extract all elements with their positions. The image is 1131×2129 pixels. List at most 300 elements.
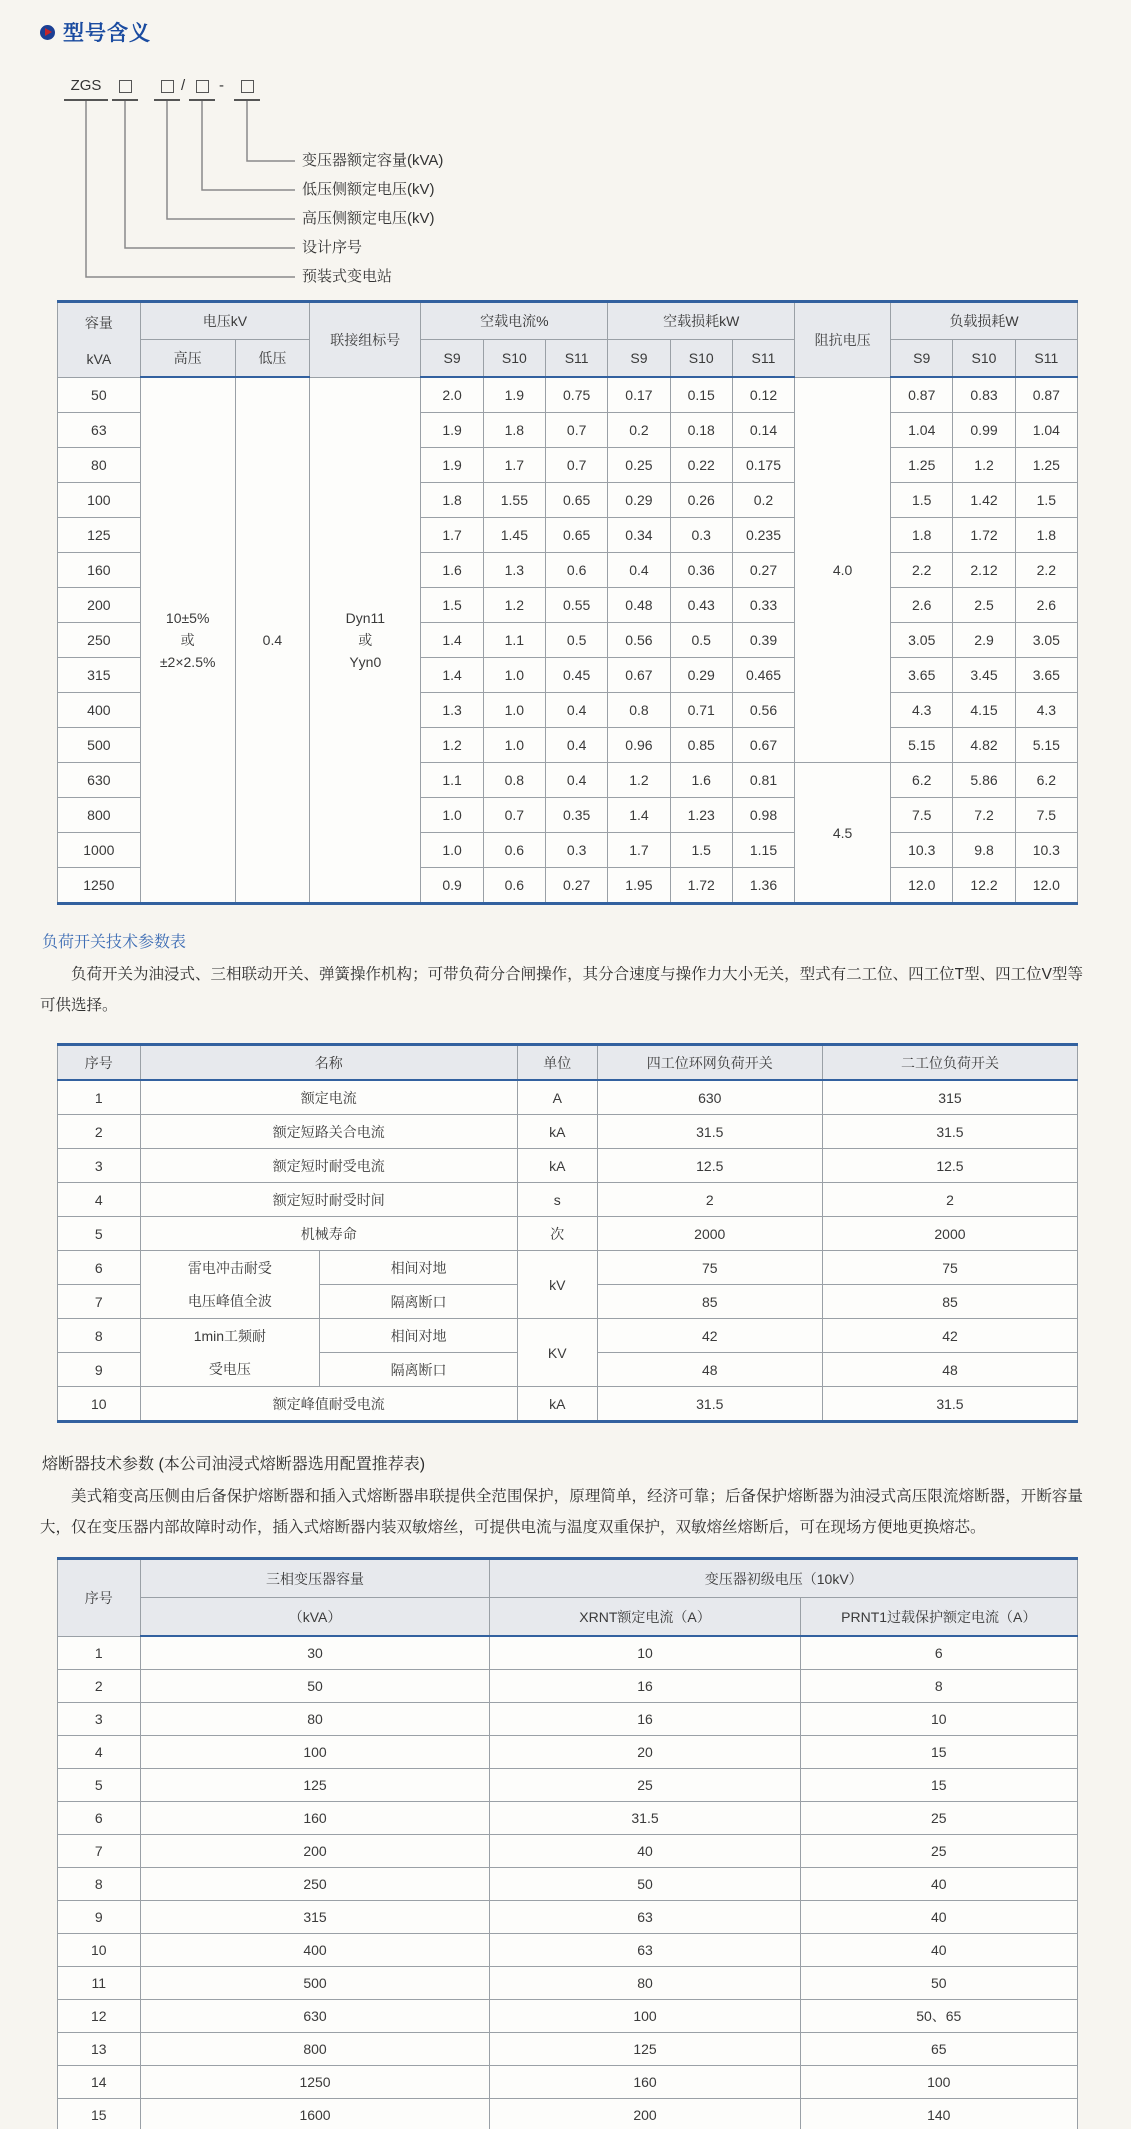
cell: 0.81 — [732, 763, 794, 798]
header-seq: 序号 — [58, 1559, 141, 1637]
cell: 1.3 — [483, 553, 545, 588]
header-s10: S10 — [953, 340, 1015, 378]
cell: 7.5 — [1015, 798, 1077, 833]
section-bullet-icon — [40, 25, 55, 40]
cell: 1.4 — [421, 658, 483, 693]
cell: 0.56 — [608, 623, 670, 658]
cell-kva: 200 — [58, 588, 141, 623]
cell: 0.4 — [546, 728, 608, 763]
cell: 1.2 — [608, 763, 670, 798]
cell: 0.17 — [608, 377, 670, 413]
cell-kva: 500 — [58, 728, 141, 763]
cell-unit: s — [518, 1183, 598, 1217]
group-name-line: 受电压 — [208, 1360, 251, 1377]
cell: 0.48 — [608, 588, 670, 623]
header-capacity — [58, 302, 141, 378]
cell: 0.67 — [732, 728, 794, 763]
cell: 1.8 — [891, 518, 953, 553]
cell: 1.9 — [421, 448, 483, 483]
cell: 0.27 — [546, 868, 608, 904]
cell: 5.86 — [953, 763, 1015, 798]
cell: 2.5 — [953, 588, 1015, 623]
cell: 85 — [597, 1285, 822, 1319]
cell: 200 — [140, 1835, 490, 1868]
diagram-label-prefab-substation: 预装式变电站 — [302, 268, 393, 285]
table-row — [58, 1901, 1078, 1934]
cell: 0.35 — [546, 798, 608, 833]
group-name-line: 1min工频耐 — [193, 1327, 267, 1344]
cell: 31.5 — [490, 1802, 800, 1835]
transformer-parameters-table — [57, 300, 1078, 905]
cell: 80 — [140, 1703, 490, 1736]
cell: 75 — [822, 1251, 1077, 1285]
cell: 16 — [490, 1670, 800, 1703]
cell: 4.3 — [1015, 693, 1077, 728]
header-load-loss: 负载损耗W — [891, 302, 1078, 340]
cell: 12.5 — [597, 1149, 822, 1183]
cell: 1250 — [140, 2066, 490, 2099]
header-s11: S11 — [1015, 340, 1077, 378]
table-row — [58, 1183, 1078, 1217]
cell-kva: 125 — [58, 518, 141, 553]
cell: 630 — [597, 1080, 822, 1115]
cell-seq: 4 — [58, 1736, 141, 1769]
cell: 1.1 — [483, 623, 545, 658]
cell: 1.23 — [670, 798, 732, 833]
cell: 20 — [490, 1736, 800, 1769]
hv-line: 或 — [180, 632, 195, 648]
vector-line: 或 — [358, 631, 373, 648]
cell-seq: 12 — [58, 2000, 141, 2033]
table-row — [58, 1670, 1078, 1703]
cell: 3.05 — [1015, 623, 1077, 658]
header-impedance: 阻抗电压 — [795, 302, 891, 378]
header-unit: 单位 — [518, 1045, 598, 1081]
cell: 0.18 — [670, 413, 732, 448]
model-box-capacity — [234, 77, 260, 101]
table-row — [58, 377, 1078, 413]
cell-kva: 800 — [58, 798, 141, 833]
header-xrnt-current: XRNT额定电流（A） — [490, 1598, 800, 1637]
cell: 0.2 — [732, 483, 794, 518]
cell: 1.55 — [483, 483, 545, 518]
cell: 1.72 — [953, 518, 1015, 553]
cell-unit: kA — [518, 1387, 598, 1422]
placeholder-box-icon — [161, 80, 174, 93]
cell: 0.45 — [546, 658, 608, 693]
table-header-row — [58, 1598, 1078, 1637]
model-prefix: ZGS — [64, 77, 108, 101]
cell: 25 — [800, 1835, 1077, 1868]
cell-seq: 13 — [58, 2033, 141, 2066]
cell-seq: 6 — [58, 1802, 141, 1835]
cell: 0.65 — [546, 483, 608, 518]
cell-name: 机械寿命 — [140, 1217, 517, 1251]
cell: 125 — [140, 1769, 490, 1802]
header-capacity-label: 容量 — [84, 314, 113, 331]
header-s11: S11 — [546, 340, 608, 378]
cell: 0.26 — [670, 483, 732, 518]
switch-section-paragraph: 负荷开关为油浸式、三相联动开关、弹簧操作机构；可带负荷分合闸操作，其分合速度与操作力大小无关，型式有二工位、四工位T型、四工位V型等可供选择。 — [40, 966, 1083, 1014]
placeholder-box-icon — [119, 80, 132, 93]
cell-kva: 100 — [58, 483, 141, 518]
table-row — [58, 1251, 1078, 1285]
vector-line: Dyn11 — [345, 609, 386, 626]
cell-seq: 9 — [58, 1901, 141, 1934]
cell: 0.2 — [608, 413, 670, 448]
cell-seq: 2 — [58, 1670, 141, 1703]
cell: 1.9 — [483, 377, 545, 413]
cell: 12.5 — [822, 1149, 1077, 1183]
cell-name: 额定短时耐受时间 — [140, 1183, 517, 1217]
model-box-hv — [154, 77, 180, 101]
cell: 0.14 — [732, 413, 794, 448]
model-slash: / — [181, 77, 186, 94]
cell-name: 额定峰值耐受电流 — [140, 1387, 517, 1422]
cell: 400 — [140, 1934, 490, 1967]
cell: 1.45 — [483, 518, 545, 553]
cell-kva: 250 — [58, 623, 141, 658]
table-row — [58, 1802, 1078, 1835]
diagram-label-rated-capacity: 变压器额定容量(kVA) — [302, 152, 444, 169]
cell: 0.3 — [670, 518, 732, 553]
group-name-line: 雷电冲击耐受 — [187, 1259, 272, 1276]
cell: 0.4 — [546, 693, 608, 728]
header-no-load-loss: 空载损耗kW — [608, 302, 795, 340]
cell: 315 — [822, 1080, 1077, 1115]
table-row — [58, 1934, 1078, 1967]
cell: 0.8 — [483, 763, 545, 798]
cell: 0.39 — [732, 623, 794, 658]
cell-kva: 160 — [58, 553, 141, 588]
load-switch-parameters-table — [57, 1043, 1078, 1423]
cell: 10.3 — [1015, 833, 1077, 868]
cell: 1.3 — [421, 693, 483, 728]
table-header-row — [58, 340, 1078, 378]
cell: 100 — [490, 2000, 800, 2033]
cell: 315 — [140, 1901, 490, 1934]
cell: 0.83 — [953, 377, 1015, 413]
table-header-row — [58, 302, 1078, 340]
model-dash: - — [219, 77, 224, 94]
cell-hv-value — [140, 377, 235, 904]
cell-kva: 50 — [58, 377, 141, 413]
cell: 1.0 — [483, 728, 545, 763]
header-capacity-unit: kVA — [86, 350, 112, 367]
cell: 12.0 — [1015, 868, 1077, 904]
cell-impedance-value: 4.5 — [795, 763, 891, 904]
table-row — [58, 2033, 1078, 2066]
placeholder-box-icon — [241, 80, 254, 93]
cell: 2.6 — [1015, 588, 1077, 623]
table-row — [58, 2000, 1078, 2033]
main-title-row — [40, 0, 1083, 47]
diagram-label-lv-voltage: 低压侧额定电压(kV) — [302, 181, 435, 198]
header-lv: 低压 — [235, 340, 310, 378]
table-row — [58, 1636, 1078, 1670]
cell: 1.5 — [421, 588, 483, 623]
cell: 10 — [490, 1636, 800, 1670]
cell: 0.29 — [608, 483, 670, 518]
fuse-section-title: 熔断器技术参数 (本公司油浸式熔断器选用配置推荐表) — [42, 1456, 426, 1473]
cell: 2.2 — [891, 553, 953, 588]
cell-subname: 相间对地 — [320, 1319, 518, 1353]
cell: 40 — [800, 1901, 1077, 1934]
cell: 800 — [140, 2033, 490, 2066]
cell: 1.0 — [483, 658, 545, 693]
cell: 500 — [140, 1967, 490, 2000]
table-row — [58, 2066, 1078, 2099]
cell: 1.25 — [1015, 448, 1077, 483]
cell: 2.6 — [891, 588, 953, 623]
cell-vector-value — [310, 377, 421, 904]
cell: 1.5 — [891, 483, 953, 518]
cell-kva: 315 — [58, 658, 141, 693]
cell: 16 — [490, 1703, 800, 1736]
cell: 4.3 — [891, 693, 953, 728]
cell-seq: 8 — [58, 1319, 141, 1353]
cell: 1.7 — [483, 448, 545, 483]
header-seq: 序号 — [58, 1045, 141, 1081]
placeholder-box-icon — [196, 80, 209, 93]
cell: 2000 — [597, 1217, 822, 1251]
cell: 2 — [822, 1183, 1077, 1217]
cell: 0.75 — [546, 377, 608, 413]
cell-unit: kV — [518, 1251, 598, 1319]
cell: 1.2 — [421, 728, 483, 763]
header-s11: S11 — [732, 340, 794, 378]
cell: 160 — [490, 2066, 800, 2099]
cell: 31.5 — [822, 1115, 1077, 1149]
cell: 1.2 — [483, 588, 545, 623]
cell: 15 — [800, 1769, 1077, 1802]
cell-impedance-value: 4.0 — [795, 377, 891, 763]
header-no-load-current: 空载电流% — [421, 302, 608, 340]
cell: 40 — [490, 1835, 800, 1868]
cell: 0.25 — [608, 448, 670, 483]
cell: 1.6 — [421, 553, 483, 588]
cell: 30 — [140, 1636, 490, 1670]
cell: 1.72 — [670, 868, 732, 904]
cell: 2.2 — [1015, 553, 1077, 588]
cell: 63 — [490, 1901, 800, 1934]
cell: 10.3 — [891, 833, 953, 868]
cell-seq: 14 — [58, 2066, 141, 2099]
cell-group-name — [140, 1319, 320, 1387]
cell: 0.7 — [483, 798, 545, 833]
header-vector-group: 联接组标号 — [310, 302, 421, 378]
switch-section-title: 负荷开关技术参数表 — [42, 934, 187, 951]
cell: 1.0 — [421, 833, 483, 868]
cell: 50 — [800, 1967, 1077, 2000]
page-title: 型号含义 — [63, 22, 151, 45]
cell: 1.7 — [421, 518, 483, 553]
cell: 31.5 — [597, 1115, 822, 1149]
cell: 0.96 — [608, 728, 670, 763]
cell: 6.2 — [1015, 763, 1077, 798]
cell: 1.5 — [1015, 483, 1077, 518]
cell-seq: 4 — [58, 1183, 141, 1217]
header-hv: 高压 — [140, 340, 235, 378]
cell: 2000 — [822, 1217, 1077, 1251]
cell-unit: kA — [518, 1149, 598, 1183]
cell: 1.7 — [608, 833, 670, 868]
cell: 50 — [140, 1670, 490, 1703]
table-row — [58, 1703, 1078, 1736]
cell: 2.12 — [953, 553, 1015, 588]
cell: 25 — [800, 1802, 1077, 1835]
cell: 0.33 — [732, 588, 794, 623]
cell: 80 — [490, 1967, 800, 2000]
hv-line: 10±5% — [165, 610, 210, 626]
cell: 0.4 — [608, 553, 670, 588]
cell-seq: 6 — [58, 1251, 141, 1285]
cell-name: 额定短路关合电流 — [140, 1115, 517, 1149]
cell: 40 — [800, 1868, 1077, 1901]
table-header-row — [58, 1045, 1078, 1081]
cell: 140 — [800, 2099, 1077, 2129]
fuse-section-paragraph: 美式箱变高压侧由后备保护熔断器和插入式熔断器串联提供全范围保护，原理简单，经济可靠；后备保护熔断器为油浸式高压限流熔断器，开断容量大，仅在变压器内部故障时动作，插入式熔断器内装双敏熔丝，可提供电流与温度双重保护，双敏熔丝熔断后，可在现场方便地更换熔芯。 — [40, 1488, 1083, 1536]
cell-seq: 11 — [58, 1967, 141, 2000]
cell: 7.5 — [891, 798, 953, 833]
cell: 42 — [597, 1319, 822, 1353]
cell: 10 — [800, 1703, 1077, 1736]
cell: 200 — [490, 2099, 800, 2129]
cell: 9.8 — [953, 833, 1015, 868]
diagram-label-hv-voltage: 高压侧额定电压(kV) — [302, 210, 435, 227]
cell-seq: 1 — [58, 1636, 141, 1670]
model-box-design — [112, 77, 138, 101]
cell: 0.87 — [1015, 377, 1077, 413]
cell: 31.5 — [822, 1387, 1077, 1422]
cell: 0.99 — [953, 413, 1015, 448]
cell: 0.6 — [546, 553, 608, 588]
cell: 0.36 — [670, 553, 732, 588]
cell: 0.65 — [546, 518, 608, 553]
cell: 0.29 — [670, 658, 732, 693]
cell: 1.04 — [891, 413, 953, 448]
cell: 100 — [140, 1736, 490, 1769]
cell: 1.0 — [421, 798, 483, 833]
header-transformer-capacity: 三相变压器容量 — [140, 1559, 490, 1598]
cell: 0.71 — [670, 693, 732, 728]
table-row — [58, 1736, 1078, 1769]
cell: 0.8 — [608, 693, 670, 728]
header-name: 名称 — [140, 1045, 517, 1081]
cell: 0.98 — [732, 798, 794, 833]
cell: 1.15 — [732, 833, 794, 868]
cell: 0.5 — [670, 623, 732, 658]
cell: 0.7 — [546, 413, 608, 448]
cell-seq: 7 — [58, 1835, 141, 1868]
cell: 2.0 — [421, 377, 483, 413]
cell: 0.34 — [608, 518, 670, 553]
header-prnt-current: PRNT1过载保护额定电流（A） — [800, 1598, 1077, 1637]
cell: 0.6 — [483, 833, 545, 868]
cell: 12.2 — [953, 868, 1015, 904]
hv-line: ±2×2.5% — [159, 654, 216, 670]
table-row — [58, 1149, 1078, 1183]
cell: 1.04 — [1015, 413, 1077, 448]
cell: 0.235 — [732, 518, 794, 553]
cell-seq: 7 — [58, 1285, 141, 1319]
cell-seq: 5 — [58, 1217, 141, 1251]
header-s9: S9 — [608, 340, 670, 378]
cell: 8 — [800, 1670, 1077, 1703]
cell-seq: 2 — [58, 1115, 141, 1149]
cell-unit: A — [518, 1080, 598, 1115]
cell: 0.67 — [608, 658, 670, 693]
cell: 0.7 — [546, 448, 608, 483]
cell: 5.15 — [891, 728, 953, 763]
table-row — [58, 1217, 1078, 1251]
cell-kva: 400 — [58, 693, 141, 728]
cell: 1.8 — [483, 413, 545, 448]
cell: 1.4 — [421, 623, 483, 658]
vector-line: Yyn0 — [349, 653, 382, 670]
cell: 42 — [822, 1319, 1077, 1353]
table-row — [58, 1080, 1078, 1115]
cell-seq: 1 — [58, 1080, 141, 1115]
cell: 160 — [140, 1802, 490, 1835]
table-row — [58, 1835, 1078, 1868]
cell: 1.36 — [732, 868, 794, 904]
header-two-position: 二工位负荷开关 — [822, 1045, 1077, 1081]
cell: 2.9 — [953, 623, 1015, 658]
cell-kva: 1250 — [58, 868, 141, 904]
cell: 0.3 — [546, 833, 608, 868]
model-box-lv — [189, 77, 215, 101]
cell-subname: 隔离断口 — [320, 1285, 518, 1319]
cell: 0.175 — [732, 448, 794, 483]
cell: 6.2 — [891, 763, 953, 798]
cell: 1.5 — [670, 833, 732, 868]
cell: 1.4 — [608, 798, 670, 833]
cell-kva: 63 — [58, 413, 141, 448]
cell: 1.8 — [1015, 518, 1077, 553]
cell: 1.0 — [483, 693, 545, 728]
cell-seq: 3 — [58, 1703, 141, 1736]
cell: 0.465 — [732, 658, 794, 693]
table-row — [58, 1769, 1078, 1802]
cell: 50、65 — [800, 2000, 1077, 2033]
cell-unit: kA — [518, 1115, 598, 1149]
group-name-line: 电压峰值全波 — [187, 1292, 272, 1309]
cell-name: 额定短时耐受电流 — [140, 1149, 517, 1183]
cell: 63 — [490, 1934, 800, 1967]
fuse-selection-table — [57, 1557, 1078, 2129]
cell-seq: 10 — [58, 1387, 141, 1422]
header-voltage-group: 电压kV — [140, 302, 309, 340]
cell: 0.55 — [546, 588, 608, 623]
cell: 75 — [597, 1251, 822, 1285]
cell: 4.15 — [953, 693, 1015, 728]
cell-seq: 5 — [58, 1769, 141, 1802]
cell: 40 — [800, 1934, 1077, 1967]
table-row — [58, 1319, 1078, 1353]
cell: 1.95 — [608, 868, 670, 904]
cell-kva: 80 — [58, 448, 141, 483]
cell: 0.85 — [670, 728, 732, 763]
cell: 25 — [490, 1769, 800, 1802]
table-row — [58, 1967, 1078, 2000]
cell: 1.6 — [670, 763, 732, 798]
cell: 0.9 — [421, 868, 483, 904]
header-s10: S10 — [670, 340, 732, 378]
cell: 48 — [822, 1353, 1077, 1387]
cell: 100 — [800, 2066, 1077, 2099]
header-s9: S9 — [891, 340, 953, 378]
